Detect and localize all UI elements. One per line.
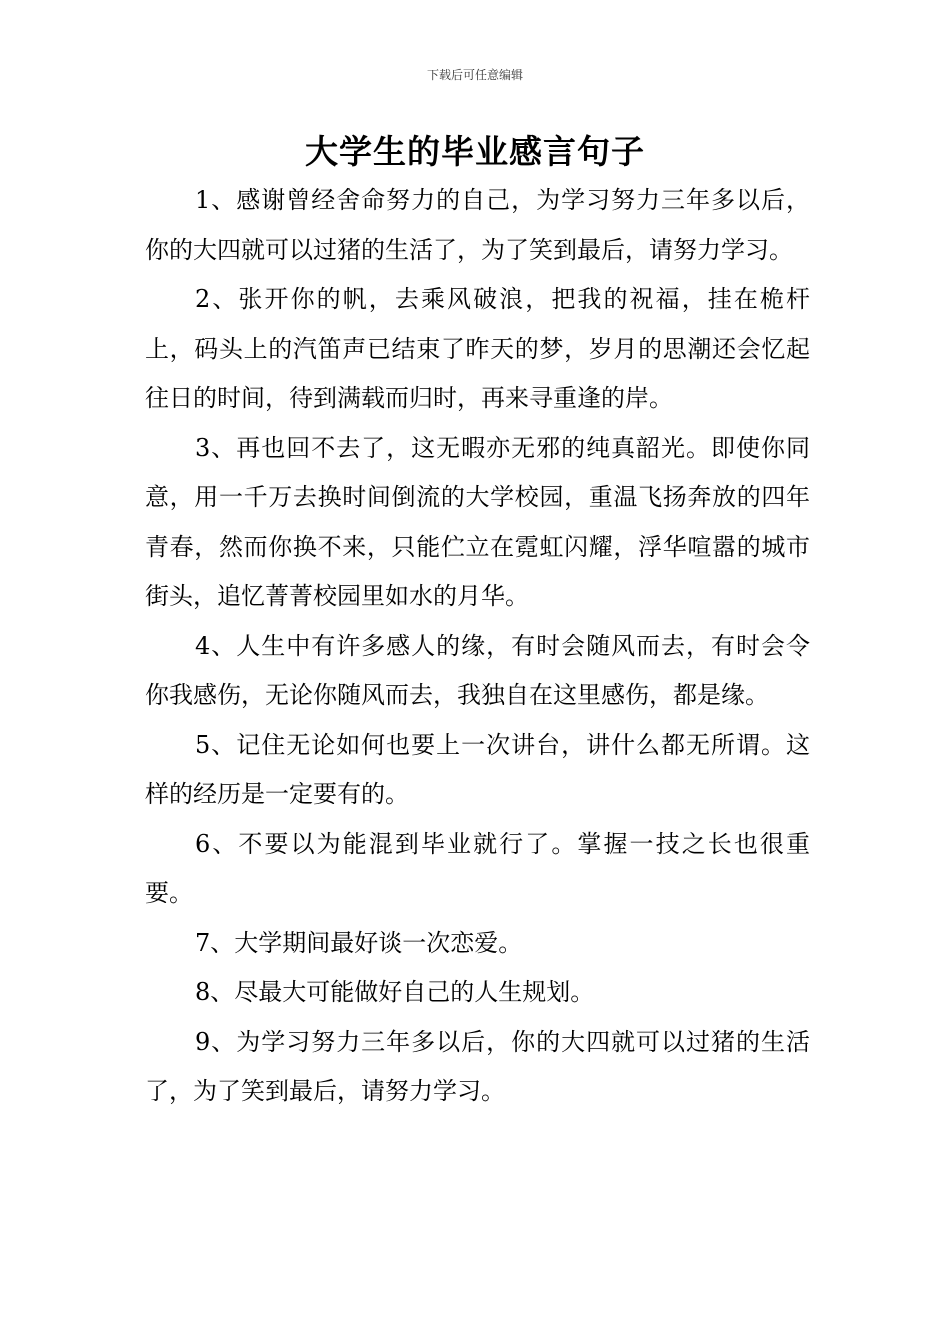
paragraph-9: 9、为学习努力三年多以后，你的大四就可以过猪的生活了，为了笑到最后，请努力学习。 — [145, 1027, 810, 1105]
paragraph-4: 4、人生中有许多感人的缘，有时会随风而去，有时会令你我感伤，无论你随风而去，我独自在这里感伤，都是缘。 — [145, 631, 810, 709]
paragraph-2: 2、张开你的帆，去乘风破浪，把我的祝福，挂在桅杆上，码头上的汽笛声已结束了昨天的梦，岁月的思潮还会忆起往日的时间，待到满载而归时，再来寻重逢的岸。 — [145, 285, 810, 412]
page-title: 大学生的毕业感言句子 — [305, 132, 645, 171]
paragraph-5: 5、记住无论如何也要上一次讲台，讲什么都无所谓。这样的经历是一定要有的。 — [145, 730, 810, 808]
paragraph-3: 3、再也回不去了，这无暇亦无邪的纯真韶光。即使你同意，用一千万去换时间倒流的大学校园，重温飞扬奔放的四年青春，然而你换不来，只能伫立在霓虹闪耀，浮华喧嚣的城市街头，追忆菁菁校园里如水的月华。 — [145, 433, 810, 610]
paragraph-8: 8、尽最大可能做好自己的人生规划。 — [195, 978, 595, 1006]
paragraph-7: 7、大学期间最好谈一次恋爱。 — [195, 928, 523, 957]
document-body — [145, 176, 810, 1117]
header-note: 下载后可任意编辑 — [426, 68, 523, 82]
paragraph-6: 6、不要以为能混到毕业就行了。掌握一技之长也很重要。 — [145, 829, 810, 907]
paragraph-1: 1、感谢曾经舍命努力的自己，为学习努力三年多以后，你的大四就可以过猪的生活了，为了笑到最后，请努力学习。 — [145, 186, 810, 264]
